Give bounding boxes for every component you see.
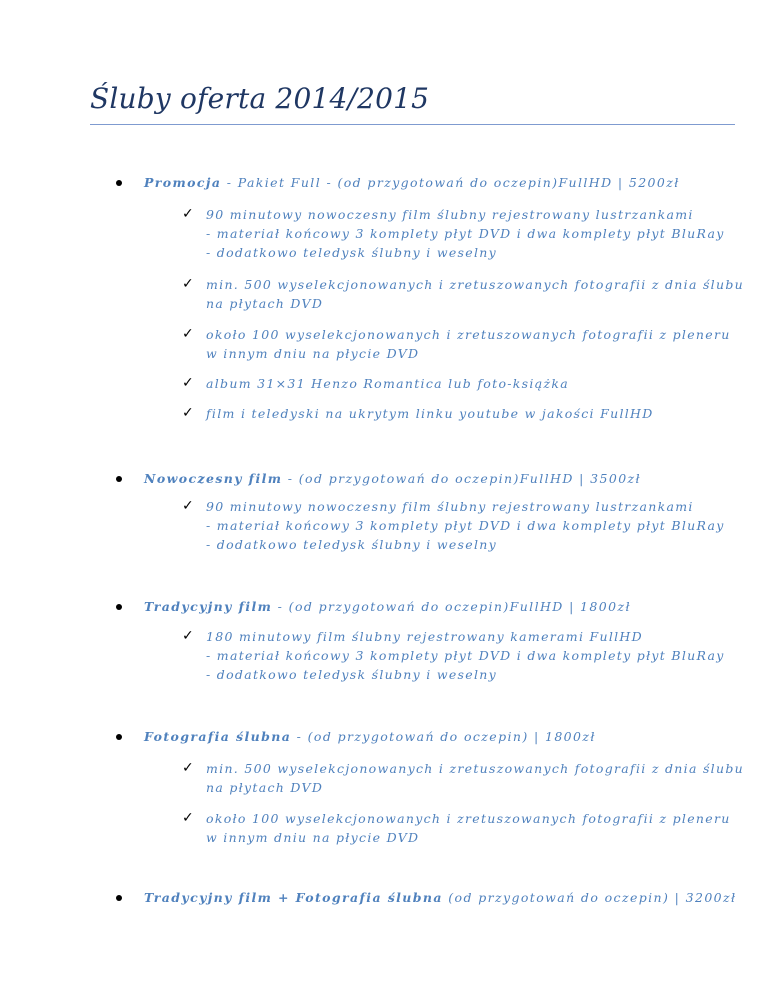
checkmark-icon: ✓ bbox=[182, 498, 196, 514]
checkmark-icon: ✓ bbox=[182, 810, 196, 826]
offer-name: Tradycyjny film + Fotografia ślubna bbox=[144, 890, 443, 905]
offer-details: - (od przygotowań do oczepin)FullHD | 3500zł bbox=[282, 471, 641, 486]
checkmark-icon: ✓ bbox=[182, 375, 196, 391]
checkmark-icon: ✓ bbox=[182, 760, 196, 776]
feature-item bbox=[182, 497, 766, 554]
offer-heading bbox=[116, 173, 746, 193]
feature-line: - dodatkowo teledysk ślubny i weselny bbox=[206, 245, 497, 260]
offer-name: Fotografia ślubna bbox=[144, 729, 292, 744]
offer-item bbox=[116, 727, 746, 747]
offer-details: (od przygotowań do oczepin) | 3200zł bbox=[442, 890, 737, 905]
feature-item bbox=[182, 325, 766, 363]
feature-line: 90 minutowy nowoczesny film ślubny rejestrowany lustrzankami bbox=[206, 207, 694, 222]
offer-name: Nowoczesny film bbox=[144, 471, 283, 486]
feature-line: - materiał końcowy 3 komplety płyt DVD i dwa komplety płyt BluRay bbox=[206, 648, 725, 663]
feature-line: na płytach DVD bbox=[206, 296, 324, 311]
offer-item bbox=[116, 888, 746, 908]
offer-details: - (od przygotowań do oczepin) | 1800zł bbox=[291, 729, 596, 744]
feature-line: - dodatkowo teledysk ślubny i weselny bbox=[206, 667, 497, 682]
bullet-icon bbox=[116, 734, 122, 740]
feature-item bbox=[182, 205, 766, 262]
bullet-icon bbox=[116, 476, 122, 482]
offer-details: - Pakiet Full - (od przygotowań do oczepin)FullHD | 5200zł bbox=[221, 175, 680, 190]
feature-line: w innym dniu na płycie DVD bbox=[206, 830, 420, 845]
feature-line: około 100 wyselekcjonowanych i zretuszowanych fotografii z pleneru bbox=[206, 811, 731, 826]
feature-line: 180 minutowy film ślubny rejestrowany kamerami FullHD bbox=[206, 629, 643, 644]
bullet-icon bbox=[116, 895, 122, 901]
checkmark-icon: ✓ bbox=[182, 326, 196, 342]
feature-line: w innym dniu na płycie DVD bbox=[206, 346, 420, 361]
offer-item bbox=[116, 173, 746, 193]
offer-details: - (od przygotowań do oczepin)FullHD | 1800zł bbox=[272, 599, 631, 614]
feature-line: 90 minutowy nowoczesny film ślubny rejestrowany lustrzankami bbox=[206, 499, 694, 514]
offer-name: Promocja bbox=[144, 175, 222, 190]
feature-line: - materiał końcowy 3 komplety płyt DVD i dwa komplety płyt BluRay bbox=[206, 226, 725, 241]
feature-item bbox=[182, 404, 766, 423]
checkmark-icon: ✓ bbox=[182, 628, 196, 644]
offer-name: Tradycyjny film bbox=[144, 599, 273, 614]
bullet-icon bbox=[116, 180, 122, 186]
feature-item bbox=[182, 275, 766, 313]
checkmark-icon: ✓ bbox=[182, 206, 196, 222]
feature-line: - materiał końcowy 3 komplety płyt DVD i dwa komplety płyt BluRay bbox=[206, 518, 725, 533]
offer-heading bbox=[116, 727, 746, 747]
feature-line: album 31×31 Henzo Romantica lub foto-książka bbox=[206, 376, 569, 391]
feature-line: na płytach DVD bbox=[206, 780, 324, 795]
title-underline bbox=[90, 124, 735, 125]
offer-item bbox=[116, 469, 746, 489]
offer-item bbox=[116, 597, 746, 617]
feature-item bbox=[182, 374, 766, 393]
feature-line: min. 500 wyselekcjonowanych i zretuszowanych fotografii z dnia ślubu bbox=[206, 277, 744, 292]
offer-heading bbox=[116, 597, 746, 617]
feature-item bbox=[182, 809, 766, 847]
bullet-icon bbox=[116, 604, 122, 610]
feature-item bbox=[182, 759, 766, 797]
feature-line: około 100 wyselekcjonowanych i zretuszowanych fotografii z pleneru bbox=[206, 327, 731, 342]
page-title: Śluby oferta 2014/2015 bbox=[90, 82, 430, 115]
feature-line: - dodatkowo teledysk ślubny i weselny bbox=[206, 537, 497, 552]
offer-heading bbox=[116, 888, 746, 908]
feature-line: min. 500 wyselekcjonowanych i zretuszowanych fotografii z dnia ślubu bbox=[206, 761, 744, 776]
feature-item bbox=[182, 627, 766, 684]
offer-heading bbox=[116, 469, 746, 489]
checkmark-icon: ✓ bbox=[182, 405, 196, 421]
checkmark-icon: ✓ bbox=[182, 276, 196, 292]
feature-line: film i teledyski na ukrytym linku youtube w jakości FullHD bbox=[206, 406, 654, 421]
